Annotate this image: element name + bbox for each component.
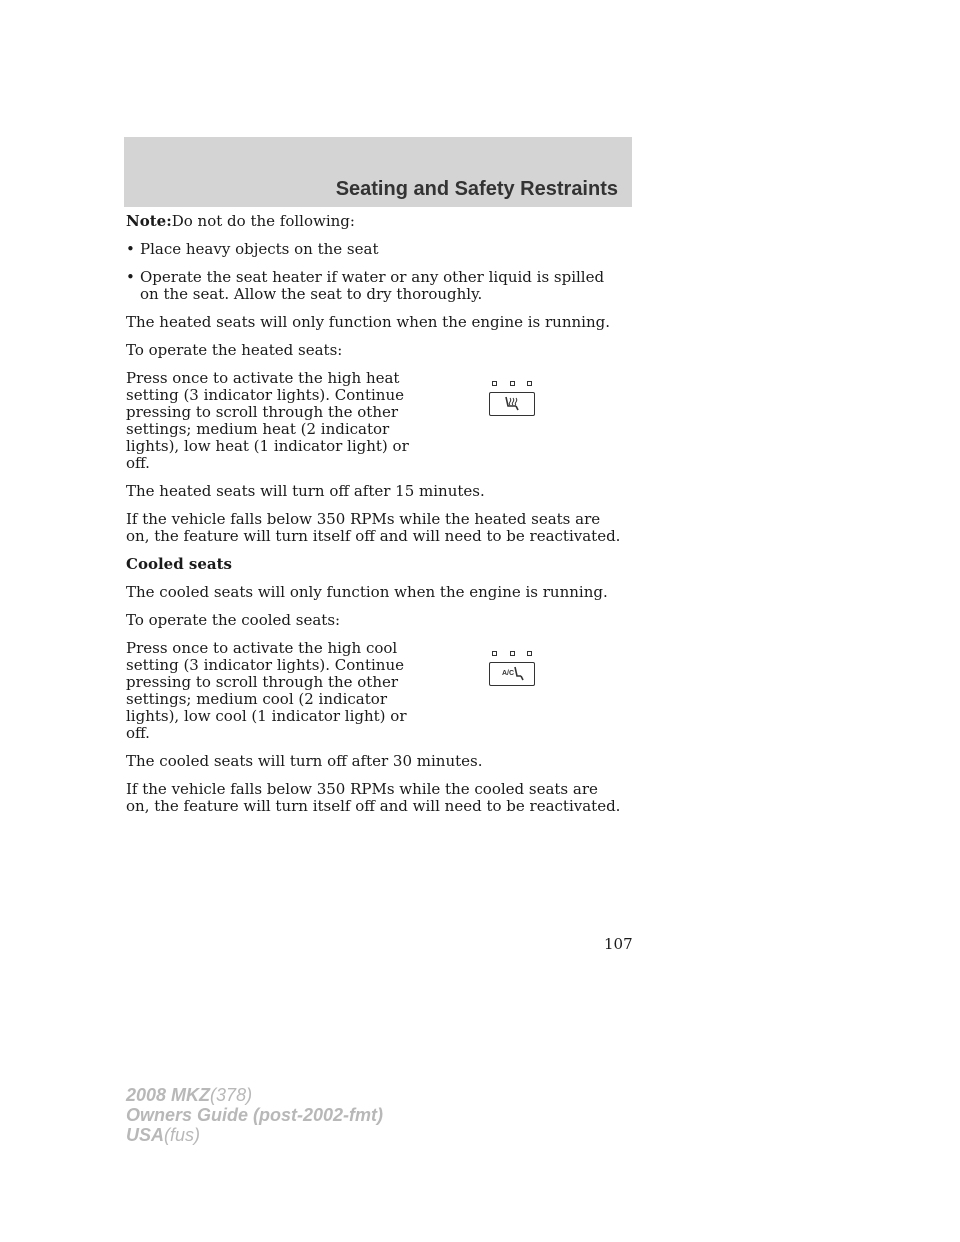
footer-model: 2008 MKZ bbox=[126, 1085, 211, 1105]
heated-operate-text: To operate the heated seats: bbox=[126, 341, 343, 359]
cooled-seat-icon bbox=[489, 662, 535, 686]
cooled-operate-text: To operate the cooled seats: bbox=[126, 611, 341, 629]
indicator-light bbox=[527, 651, 532, 656]
page-number: 107 bbox=[604, 935, 633, 953]
heated-instructions bbox=[126, 370, 626, 472]
indicator-light bbox=[527, 381, 532, 386]
footer-line-3 bbox=[126, 1125, 383, 1145]
heated-function-text: The heated seats will only function when the engine is running. bbox=[126, 313, 610, 331]
heated-press-text: Press once to activate the high heat setting (3 indicator lights). Continue pressing to scroll through the other settings; medium heat (2 indicator lights), low heat (1 indicator light) or off. bbox=[126, 369, 409, 472]
page-content bbox=[126, 213, 626, 826]
cooled-press-text: Press once to activate the high cool setting (3 indicator lights). Continue pressing to scroll through the other settings; medium cool (2 indicator lights), low cool (1 indicator light) or off. bbox=[126, 639, 407, 742]
footer-line-1 bbox=[126, 1085, 383, 1105]
list-item-text: Operate the seat heater if water or any other liquid is spilled on the seat. Allow the seat to dry thoroughly. bbox=[140, 268, 605, 303]
section-title: Seating and Safety Restraints bbox=[335, 178, 618, 200]
cooled-off-text: The cooled seats will turn off after 30 minutes. bbox=[126, 752, 483, 770]
heated-seat-icon bbox=[489, 392, 535, 416]
cooled-heading bbox=[126, 556, 626, 573]
list-item-text: Place heavy objects on the seat bbox=[140, 240, 379, 258]
heated-seat-button bbox=[486, 381, 538, 416]
footer-model-code: (378) bbox=[210, 1085, 253, 1105]
indicator-light bbox=[510, 651, 515, 656]
ac-label: A/C bbox=[502, 670, 515, 677]
footer-market: USA bbox=[126, 1125, 165, 1145]
indicator-lights bbox=[492, 381, 532, 386]
cooled-heading-text: Cooled seats bbox=[126, 555, 232, 573]
footer-market-code: (fus) bbox=[164, 1125, 201, 1145]
indicator-light bbox=[492, 381, 497, 386]
list-item bbox=[126, 269, 626, 303]
heated-rpm-text: If the vehicle falls below 350 RPMs while the heated seats are on, the feature will turn itself off and will need to be reactivated. bbox=[126, 510, 621, 545]
heated-off-text: The heated seats will turn off after 15 minutes. bbox=[126, 482, 485, 500]
footer-line-2: Owners Guide (post-2002-fmt) bbox=[126, 1105, 384, 1125]
note-paragraph bbox=[126, 213, 626, 230]
list-item bbox=[126, 241, 626, 258]
cooled-function-text: The cooled seats will only function when the engine is running. bbox=[126, 583, 608, 601]
footer bbox=[126, 1085, 383, 1145]
indicator-light bbox=[510, 381, 515, 386]
note-label: Note: bbox=[126, 212, 172, 230]
cooled-instructions bbox=[126, 640, 626, 742]
indicator-lights bbox=[492, 651, 532, 656]
bullet-icon: • bbox=[126, 268, 135, 286]
cooled-rpm-text: If the vehicle falls below 350 RPMs while the cooled seats are on, the feature will turn itself off and will need to be reactivated. bbox=[126, 780, 621, 815]
note-text: Do not do the following: bbox=[171, 212, 355, 230]
bullet-icon: • bbox=[126, 240, 135, 258]
section-header bbox=[124, 137, 632, 207]
indicator-light bbox=[492, 651, 497, 656]
cooled-seat-button bbox=[486, 651, 538, 686]
